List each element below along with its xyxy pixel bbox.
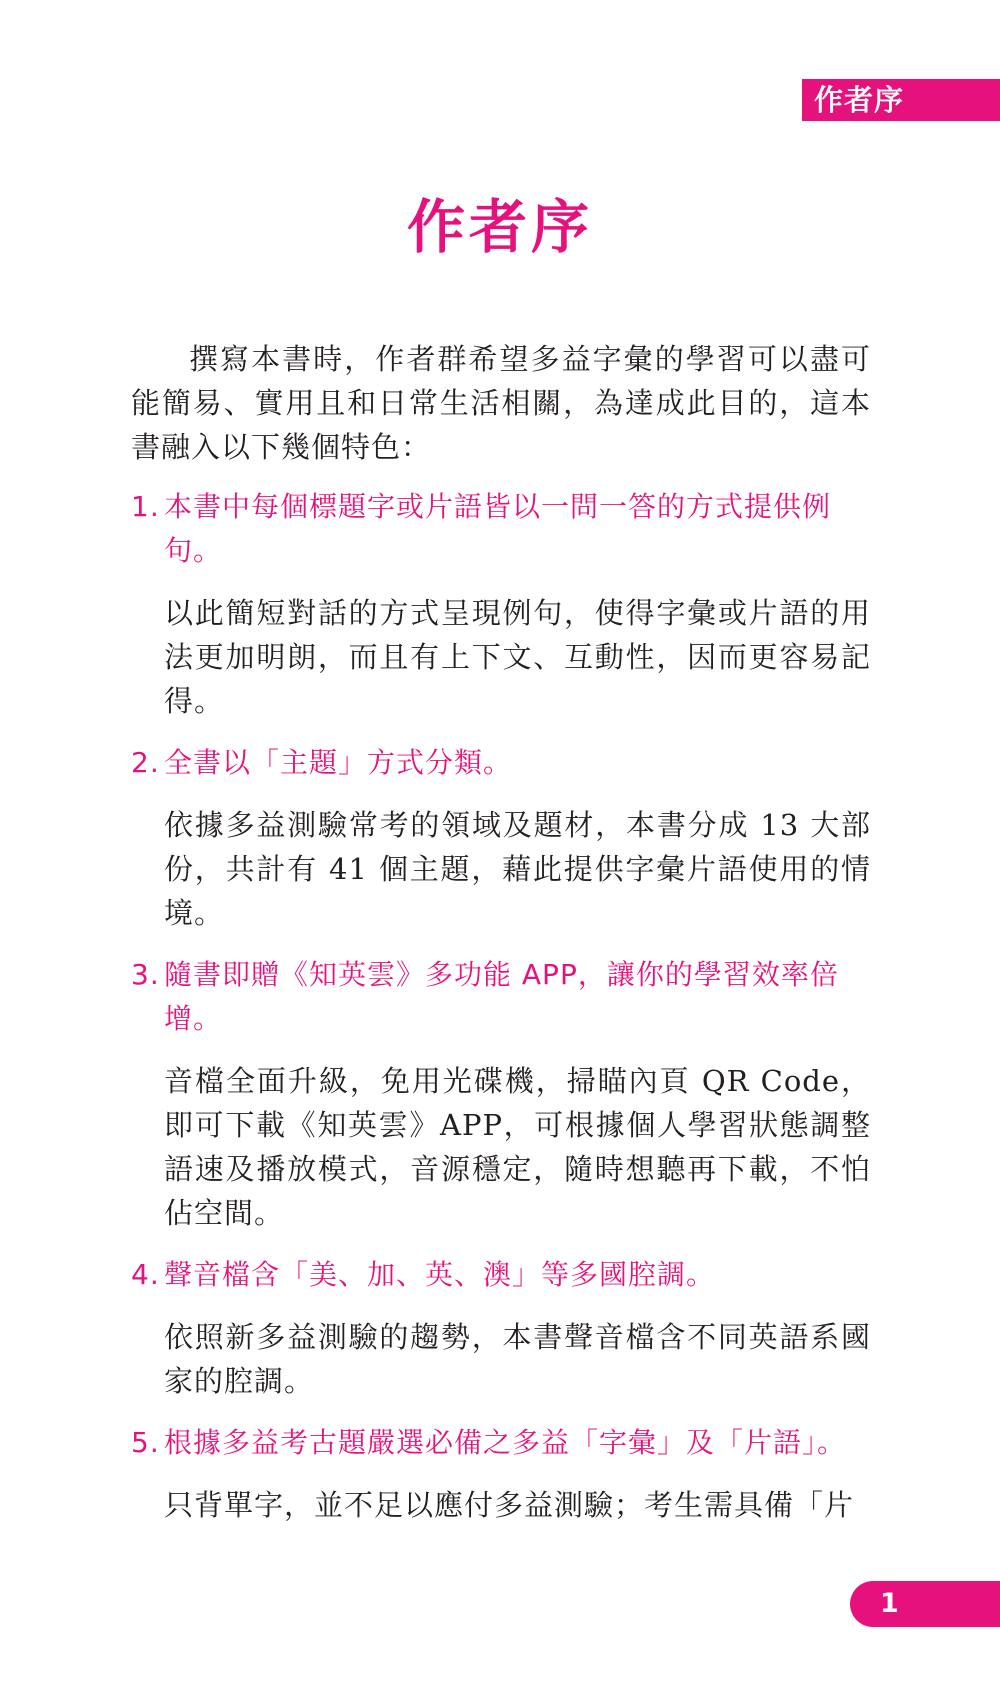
feature-heading bbox=[131, 741, 871, 785]
section-tab: 作者序 bbox=[802, 79, 1000, 121]
feature-body: 只背單字，並不足以應付多益測驗；考生需具備「片 bbox=[164, 1488, 855, 1522]
feature-heading-text: 全書以「主題」方式分類。 bbox=[164, 746, 513, 779]
feature-body: 音檔全面升級，免用光碟機，掃瞄內頁 QR Code，即可下載《知英雲》APP，可根據個人學習狀態調整語速及播放模式，音源穩定，隨時想聽再下載，不怕佔空間。 bbox=[164, 1064, 871, 1230]
main-content bbox=[131, 337, 871, 1545]
feature-item-4 bbox=[131, 1253, 871, 1403]
feature-heading bbox=[131, 1421, 871, 1465]
feature-number: 4. bbox=[131, 1258, 160, 1291]
feature-item-2 bbox=[131, 741, 871, 935]
intro-paragraph: 撰寫本書時，作者群希望多益字彙的學習可以盡可能簡易、實用且和日常生活相關，為達成此目的，這本書融入以下幾個特色： bbox=[131, 342, 871, 464]
feature-number: 2. bbox=[131, 746, 160, 779]
feature-heading-text: 本書中每個標題字或片語皆以一問一答的方式提供例句。 bbox=[164, 490, 832, 567]
page-number-badge: 1 bbox=[850, 1581, 1000, 1627]
feature-heading bbox=[131, 1253, 871, 1297]
page-title: 作者序 bbox=[406, 193, 593, 261]
feature-number: 5. bbox=[131, 1426, 160, 1459]
feature-number: 3. bbox=[131, 958, 160, 991]
feature-heading bbox=[131, 485, 871, 573]
feature-item-3 bbox=[131, 953, 871, 1235]
feature-heading-text: 根據多益考古題嚴選必備之多益「字彙」及「片語」。 bbox=[164, 1426, 847, 1459]
feature-heading bbox=[131, 953, 871, 1041]
feature-body: 依據多益測驗常考的領域及題材，本書分成 13 大部份，共計有 41 個主題，藉此提供字彙片語使用的情境。 bbox=[164, 808, 871, 930]
feature-heading-text: 聲音檔含「美、加、英、澳」等多國腔調。 bbox=[164, 1258, 716, 1291]
feature-heading-text: 隨書即贈《知英雲》多功能 APP，讓你的學習效率倍增。 bbox=[164, 958, 839, 1035]
feature-body: 依照新多益測驗的趨勢，本書聲音檔含不同英語系國家的腔調。 bbox=[164, 1320, 871, 1398]
feature-body: 以此簡短對話的方式呈現例句，使得字彙或片語的用法更加明朗，而且有上下文、互動性，因而更容易記得。 bbox=[164, 596, 871, 718]
feature-number: 1. bbox=[131, 490, 160, 523]
feature-item-5 bbox=[131, 1421, 871, 1527]
feature-item-1 bbox=[131, 485, 871, 723]
